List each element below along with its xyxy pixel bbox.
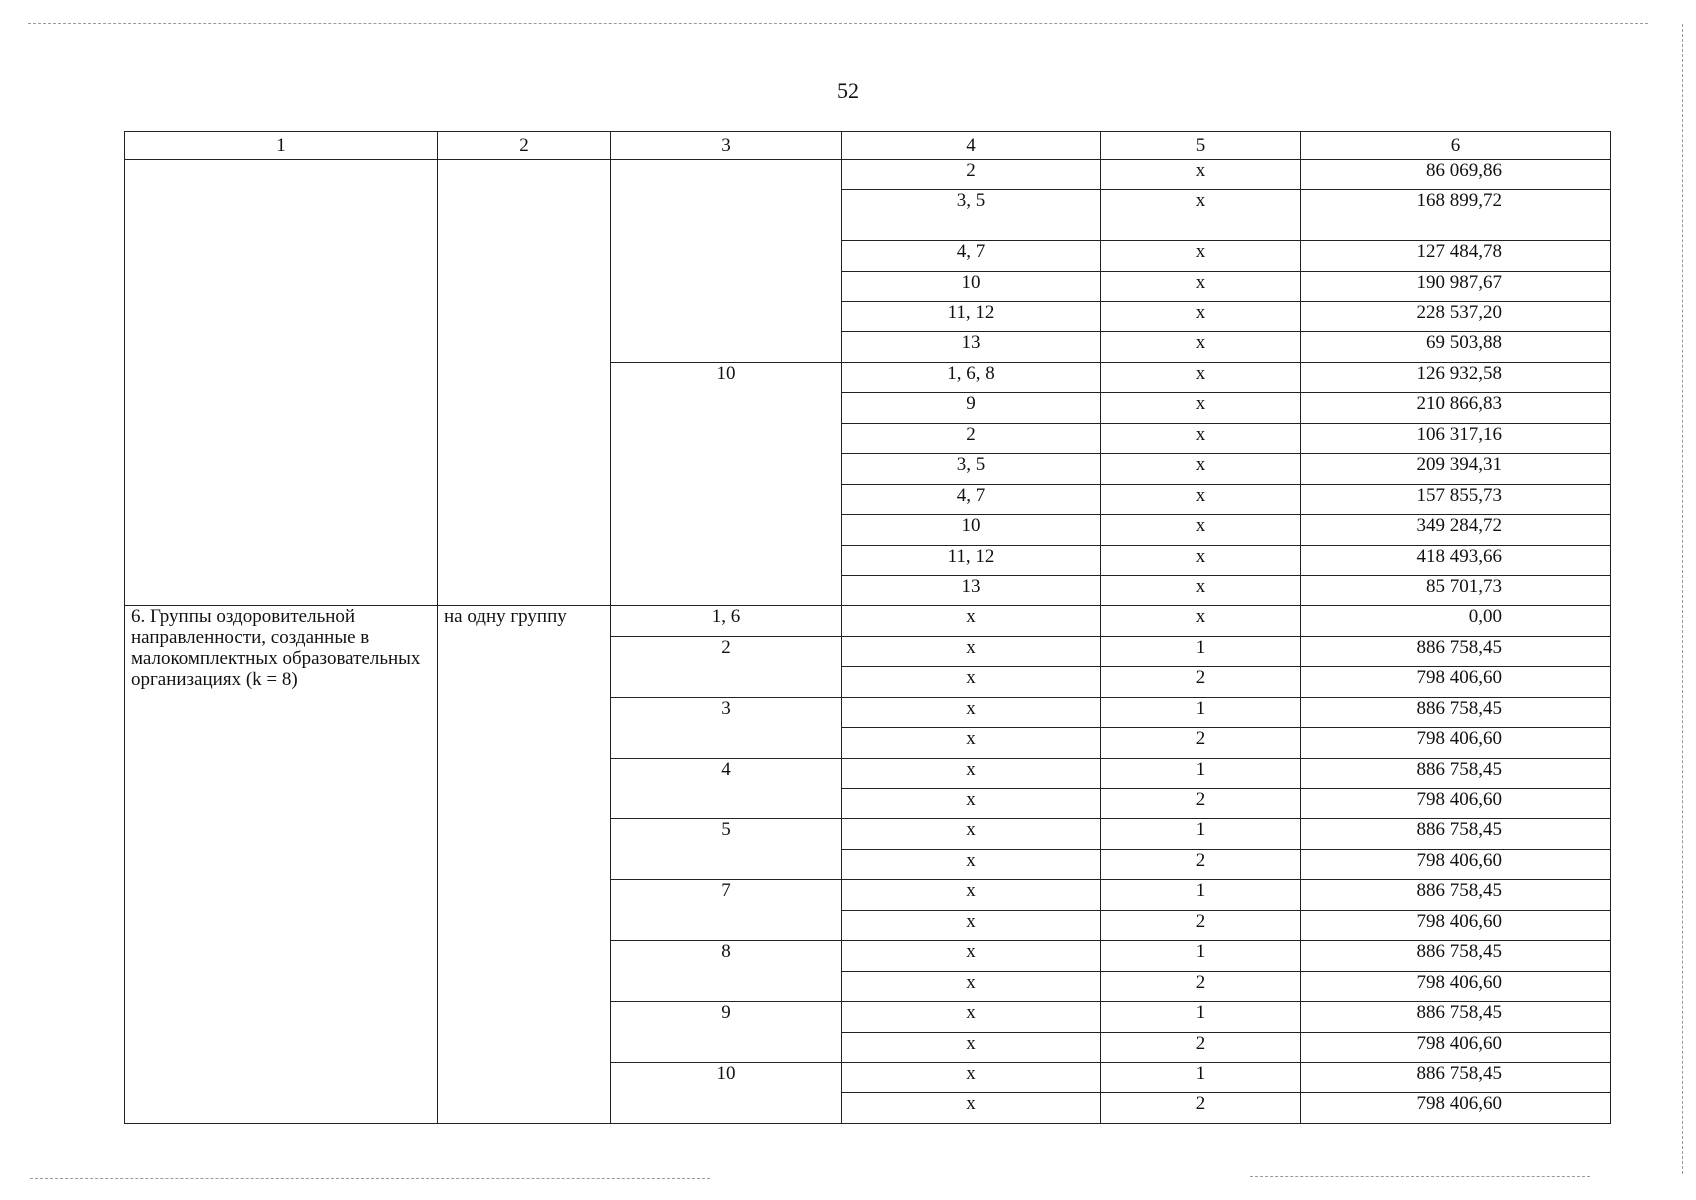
header-col-4: 4	[842, 132, 1101, 160]
cell-col6: 798 406,60	[1301, 789, 1611, 819]
cell-col6: 798 406,60	[1301, 667, 1611, 697]
cell-col5: x	[1101, 271, 1301, 301]
cell-col6: 886 758,45	[1301, 697, 1611, 727]
cell-col5: 2	[1101, 789, 1301, 819]
cell-col4: x	[842, 971, 1101, 1001]
cell-col1-continued	[125, 160, 438, 606]
cell-col5: 2	[1101, 849, 1301, 879]
cell-col6: 228 537,20	[1301, 302, 1611, 332]
cell-col5: x	[1101, 515, 1301, 545]
cell-col6: 0,00	[1301, 606, 1611, 636]
cell-col5: x	[1101, 362, 1301, 392]
cell-col6: 168 899,72	[1301, 190, 1611, 241]
cell-col6: 798 406,60	[1301, 1093, 1611, 1124]
cell-col3-group: 3	[611, 697, 842, 758]
cell-col4: x	[842, 1002, 1101, 1032]
header-col-2: 2	[438, 132, 611, 160]
cell-col5: 1	[1101, 697, 1301, 727]
table-row	[125, 606, 1611, 636]
scan-edge-right	[1682, 24, 1683, 1174]
cell-col6: 798 406,60	[1301, 910, 1611, 940]
cell-col5: 2	[1101, 1032, 1301, 1062]
table-row	[125, 160, 1611, 190]
cell-col6: 886 758,45	[1301, 1062, 1611, 1092]
cell-col6: 886 758,45	[1301, 1002, 1611, 1032]
cell-col4: x	[842, 728, 1101, 758]
page-number: 52	[837, 78, 859, 103]
cell-col4: x	[842, 606, 1101, 636]
header-col-1: 1	[125, 132, 438, 160]
cell-col5: 2	[1101, 910, 1301, 940]
cell-col6: 85 701,73	[1301, 575, 1611, 605]
cell-col4: 3, 5	[842, 454, 1101, 484]
cell-col5: x	[1101, 241, 1301, 271]
cell-col3-group: 8	[611, 941, 842, 1002]
cell-col4: x	[842, 697, 1101, 727]
cell-col4: x	[842, 819, 1101, 849]
cell-col6: 210 866,83	[1301, 393, 1611, 423]
cell-col6: 418 493,66	[1301, 545, 1611, 575]
cell-col4: 1, 6, 8	[842, 362, 1101, 392]
cell-col6: 886 758,45	[1301, 758, 1611, 788]
cell-col5: 1	[1101, 819, 1301, 849]
cell-col5: x	[1101, 160, 1301, 190]
cell-col5: x	[1101, 393, 1301, 423]
header-col-5: 5	[1101, 132, 1301, 160]
cell-col3: 1, 6	[611, 606, 842, 636]
cell-col3-group: 9	[611, 1002, 842, 1063]
cell-col6: 886 758,45	[1301, 819, 1611, 849]
cell-col6: 886 758,45	[1301, 636, 1611, 666]
cell-col4: x	[842, 636, 1101, 666]
cell-col3-group: 4	[611, 758, 842, 819]
header-col-6: 6	[1301, 132, 1611, 160]
cell-col4: x	[842, 758, 1101, 788]
cell-col4: 13	[842, 332, 1101, 362]
cell-col6: 798 406,60	[1301, 849, 1611, 879]
cell-col5: 1	[1101, 941, 1301, 971]
cell-col6: 157 855,73	[1301, 484, 1611, 514]
cell-col6: 798 406,60	[1301, 1032, 1611, 1062]
scan-edge-bottom-left	[30, 1178, 710, 1179]
scan-edge-bottom-right	[1250, 1176, 1590, 1177]
cell-col6: 798 406,60	[1301, 971, 1611, 1001]
cell-col4: 10	[842, 515, 1101, 545]
cell-col5: 1	[1101, 636, 1301, 666]
cell-col4: 3, 5	[842, 190, 1101, 241]
cell-col6: 126 932,58	[1301, 362, 1611, 392]
cell-col3-group: 10	[611, 1062, 842, 1123]
cell-col5: 1	[1101, 1002, 1301, 1032]
cell-col3-group: 7	[611, 880, 842, 941]
cell-col5: x	[1101, 545, 1301, 575]
cell-col3-continued	[611, 160, 842, 363]
cell-col4: 4, 7	[842, 484, 1101, 514]
cell-col4: 2	[842, 423, 1101, 453]
cell-col4: x	[842, 910, 1101, 940]
scan-edge-top	[28, 23, 1648, 24]
cell-col5: 1	[1101, 758, 1301, 788]
cell-col4: 2	[842, 160, 1101, 190]
cell-col5: x	[1101, 332, 1301, 362]
cell-col4: 4, 7	[842, 241, 1101, 271]
cell-col5: 2	[1101, 667, 1301, 697]
cell-col5: 1	[1101, 1062, 1301, 1092]
cell-col6: 349 284,72	[1301, 515, 1611, 545]
cell-col4: x	[842, 667, 1101, 697]
section6-unit: на одну группу	[438, 606, 611, 1124]
cell-col4: 13	[842, 575, 1101, 605]
cell-col4: x	[842, 789, 1101, 819]
cell-col6: 106 317,16	[1301, 423, 1611, 453]
cell-col6: 190 987,67	[1301, 271, 1611, 301]
cell-col4: x	[842, 880, 1101, 910]
cell-col4: 11, 12	[842, 302, 1101, 332]
cell-col5: x	[1101, 190, 1301, 241]
cell-col5: x	[1101, 575, 1301, 605]
cell-col6: 86 069,86	[1301, 160, 1611, 190]
cell-col3-group: 5	[611, 819, 842, 880]
cell-col5: 2	[1101, 971, 1301, 1001]
header-col-3: 3	[611, 132, 842, 160]
cell-col6: 886 758,45	[1301, 880, 1611, 910]
cell-col3-group: 2	[611, 636, 842, 697]
cell-col6: 69 503,88	[1301, 332, 1611, 362]
cell-col4: 11, 12	[842, 545, 1101, 575]
cell-col5: x	[1101, 302, 1301, 332]
cell-col4: x	[842, 849, 1101, 879]
cell-col4: x	[842, 1032, 1101, 1062]
cell-col4: x	[842, 1093, 1101, 1124]
section6-title: 6. Группы оздоровительной направленности, созданные в малокомплектных образовательных организациях (k = 8)	[125, 606, 438, 1124]
cell-col4: x	[842, 941, 1101, 971]
cell-col6: 127 484,78	[1301, 241, 1611, 271]
cell-col6: 886 758,45	[1301, 941, 1611, 971]
cell-col5: x	[1101, 606, 1301, 636]
cell-col4: 10	[842, 271, 1101, 301]
cell-col5: 1	[1101, 880, 1301, 910]
cell-col5: 2	[1101, 728, 1301, 758]
cell-col4: 9	[842, 393, 1101, 423]
cell-col6: 209 394,31	[1301, 454, 1611, 484]
cell-col5: 2	[1101, 1093, 1301, 1124]
cell-col5: x	[1101, 423, 1301, 453]
budget-norms-table	[124, 131, 1611, 1124]
cell-col6: 798 406,60	[1301, 728, 1611, 758]
cell-col4: x	[842, 1062, 1101, 1092]
cell-col5: x	[1101, 454, 1301, 484]
cell-col5: x	[1101, 484, 1301, 514]
header-row	[125, 132, 1611, 160]
cell-col3-group: 10	[611, 362, 842, 606]
cell-col2-continued	[438, 160, 611, 606]
